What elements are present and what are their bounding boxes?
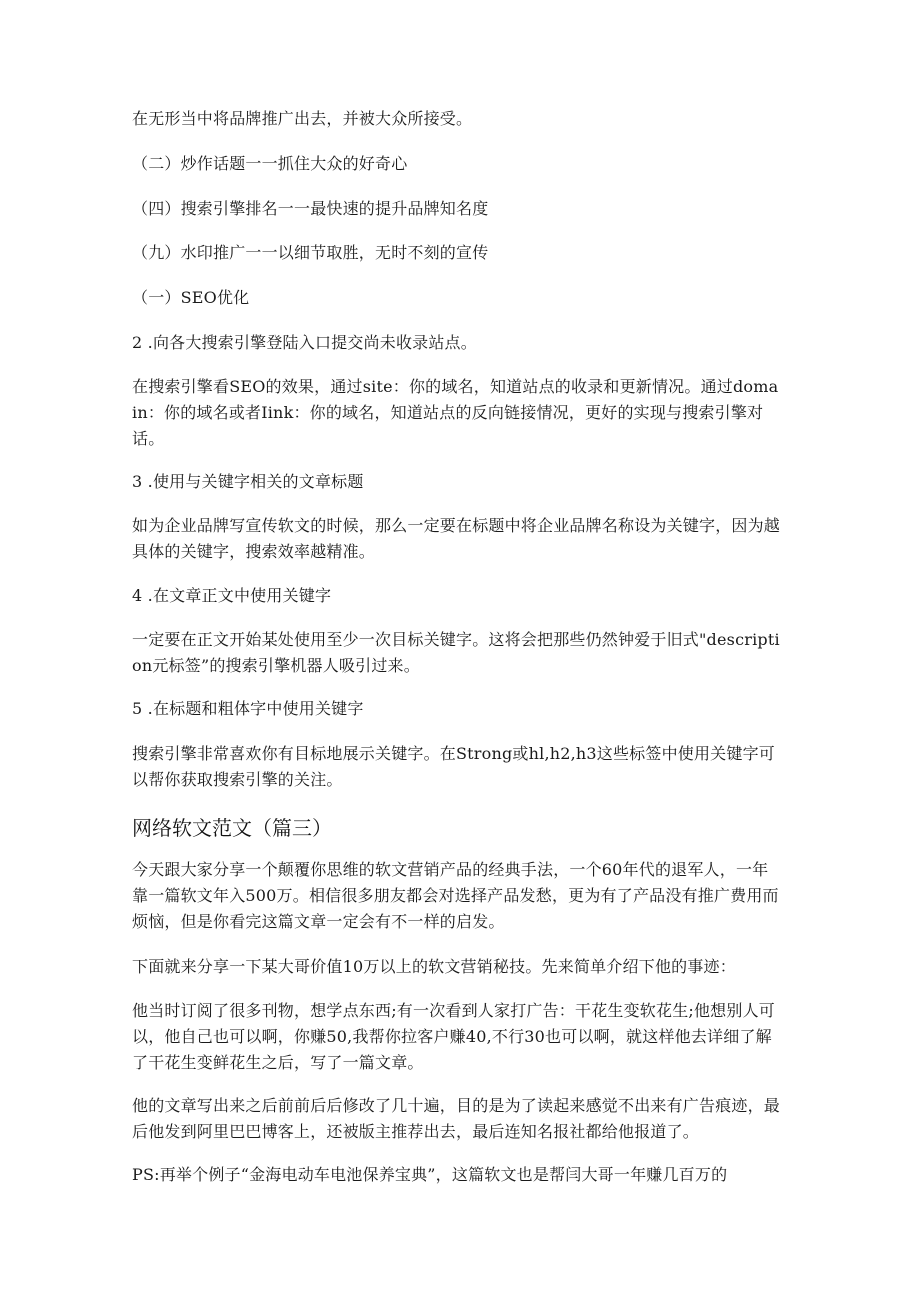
- paragraph-keyword-body: 一定要在正文开始某处使用至少一次目标关键字。这将会把那些仍然钟爱于旧式"description元标签”的搜索引擎机器人吸引过来。: [132, 630, 780, 675]
- step-3-title: 3 .使用与关键字相关的文章标题: [132, 472, 364, 491]
- step-2-title: 2 .向各大搜索引擎登陆入口提交尚未收录站点。: [132, 333, 477, 352]
- list-item-topic-hype: （二）炒作话题一一抓住大众的好奇心: [132, 154, 408, 173]
- paragraph-story: 他当时订阅了很多刊物，想学点东西;有一次看到人家打广告：干花生变软花生;他想别人可以，他自己也可以啊，你赚50,我帮你拉客户赚40,不行30也可以啊，就这样他去详细了解了干花生变鲜花生之后，写了一篇文章。: [132, 1001, 775, 1072]
- step-5-title: 5 .在标题和粗体字中使用关键字: [132, 699, 364, 718]
- section-heading: 网络软文范文（篇三）: [132, 816, 332, 840]
- list-item-seo: （一）SEO优化: [132, 288, 250, 307]
- step-4-title: 4 .在文章正文中使用关键字: [132, 586, 332, 605]
- list-item-search-ranking: （四）搜索引擎排名一一最快速的提升品牌知名度: [132, 199, 489, 218]
- paragraph-keyword-title: 如为企业品牌写宣传软文的时候，那么一定要在标题中将企业品牌名称设为关键字，因为越具体的关键字，搜索效率越精准。: [132, 516, 781, 561]
- paragraph-intro: 今天跟大家分享一个颠覆你思维的软文营销产品的经典手法，一个60年代的退军人，一年靠一篇软文年入500万。相信很多朋友都会对选择产品发愁，更为有了产品没有推广费用而烦恼，但是你看完这篇文章一定会有不一样的启发。: [132, 860, 779, 931]
- paragraph-revisions: 他的文章写出来之后前前后后修改了几十遍，目的是为了读起来感觉不出来有广告痕迹，最后他发到阿里巴巴博客上，还被版主推荐出去，最后连知名报社都给他报道了。: [132, 1096, 781, 1141]
- paragraph-seo-effect: 在搜索引擎看SEO的效果，通过site：你的域名，知道站点的收录和更新情况。通过domain：你的域名或者Iink：你的域名，知道站点的反向链接情况，更好的实现与搜索引擎对话。: [132, 377, 779, 448]
- paragraph-ps: PS:再举个例子“金海电动车电池保养宝典”，这篇软文也是帮闫大哥一年赚几百万的: [132, 1165, 728, 1184]
- paragraph-brand-promotion: 在无形当中将品牌推广出去，并被大众所接受。: [132, 109, 473, 128]
- paragraph-keyword-bold: 搜索引擎非常喜欢你有目标地展示关键字。在Strong或hl,h2,h3这些标签中使用关键字可以帮你获取搜索引擎的关注。: [132, 744, 775, 789]
- paragraph-secret: 下面就来分享一下某大哥价值10万以上的软文营销秘技。先来简单介绍下他的事迹：: [132, 957, 736, 976]
- list-item-watermark: （九）水印推广一一以细节取胜，无时不刻的宣传: [132, 243, 489, 262]
